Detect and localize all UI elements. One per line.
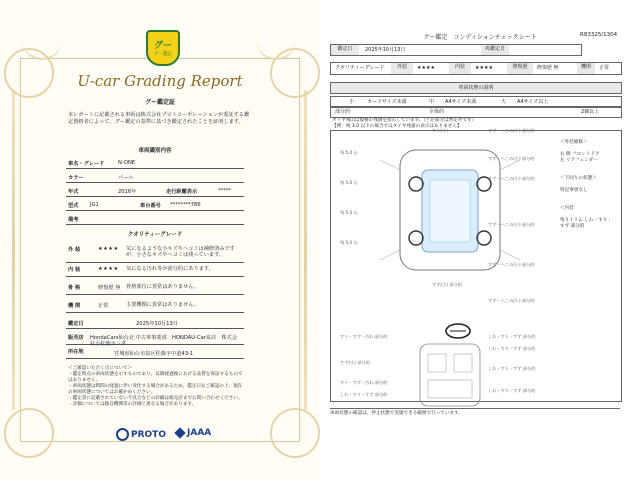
vehicle-section-title: 車両識別内容: [138, 148, 172, 154]
tire-tag-rear-left: 残 5.0 山: [340, 210, 358, 215]
right-ornament: [304, 90, 307, 410]
date-row: 鑑定日 2025年10月13日 再鑑定日: [330, 44, 582, 56]
dealer-row: 販売店 HondaCars仙台北 中古車事業部 HONDAU-Car泉店 株式会社小松鹿ホンダ: [66, 332, 244, 345]
interior-tag: しわ・すり・すず 部分的: [488, 388, 536, 393]
tire-tag-mid: 残 5.0 山: [340, 180, 358, 185]
damage-tag: すず・へこみ(小) 部分的: [488, 128, 535, 133]
goo-kantei-logo: グー グー鑑定: [146, 30, 180, 66]
address-row: 所在地 宮城県仙台市泉区松森字中道43-1: [66, 346, 244, 359]
grade-row: クオリティーグレード 外装 ★★★★ 内装 ★★★★ 修復歴 修復歴 無 機関 正常: [330, 62, 622, 75]
quality-exterior-row: 外 装 ★★★★ 気になるような小キズやヘコミは補修済みですが、小さなキズやヘコミは残っています。: [66, 244, 244, 263]
damage-tag: すず・へこみ(小) 部分的: [488, 298, 535, 303]
jaaa-logo: JAAA: [176, 428, 211, 438]
certificate-notes: ＜ご確認いただく点について＞ ・鑑定時点の車両状態を示すものであり、以降経過後における品質を保証するものではありません。 ・車両状態は時間の経過に伴い変化する場合があるため、鑑定日をご確認の上、現在の車両状態についてはお確かめください。 ・鑑定書に記載されていない不具合などの詳細は販売店までお問い合わせください。 ・評価については独自機関等の評価と異なる場合があります。: [68, 366, 243, 407]
certificate-subtitle: グー鑑定証: [144, 99, 175, 106]
vehicle-name-row: 車名・グレード N-ONE: [66, 158, 244, 169]
damage-tag: すず・へこみ(小) 部分的: [488, 156, 535, 161]
vehicle-year-row: 年式 2016年 走行距離表示 *****: [66, 186, 244, 197]
tire-tag-front-left: 残 5.0 山: [340, 150, 358, 155]
legend-note: タイヤ残山は規格の残溝を指示しています。（とか部分は判定外です） 【例：残 3.0 以下の場合ではタイヤ残量の表示はありません】: [332, 118, 477, 129]
quality-engine-row: 機 関 正常 主要機関に異常はありません。: [66, 300, 244, 313]
steering-wheel-icon: [444, 322, 472, 340]
sheet-code: R83325/1304: [580, 32, 618, 38]
sheet-footer: 車両状態の確認は、停止状態で実施できる範囲で行っています。: [330, 408, 620, 417]
interior-tag: しわ・すり・すず 部分的: [488, 346, 536, 351]
damage-tag: すず・へこみ(小) 部分的: [488, 262, 535, 267]
tire-tag-extra: 残 5.0 山: [340, 240, 358, 245]
damage-tag: すず・へこみ(小) 部分的: [488, 176, 535, 181]
quality-section-title: クオリティーグレード: [127, 232, 183, 238]
interior-tag: しわ・すり・すず 部分的: [488, 366, 536, 371]
interior-tag: しわ・すり・すず 部分的: [488, 334, 536, 339]
vehicle-model-row: 型式 JG1 車台番号 ********786: [66, 200, 244, 211]
interior-tag: すり・すず・汚れ 部分的: [340, 334, 388, 339]
damage-tag: すり(小): [432, 128, 448, 133]
interior-tag: すり・すず・汚れ 部分的: [340, 380, 388, 385]
extent-legend-row: 部分的 全体的 2個以上: [330, 106, 622, 118]
vehicle-color-row: カラー パール: [66, 172, 244, 183]
side-notes: ＜外装補修＞ 右 側 フロントドア 左 リアフェンダー ＜下回りの状態＞ 特記事項なし ＜内装 残りトリム しわ・すり・すず 部分的: [560, 140, 612, 229]
interior-diagram: [390, 342, 510, 412]
damage-tag: すず(小) 部分的: [432, 282, 462, 287]
corner-ornament: [4, 408, 54, 458]
quality-interior-row: 内 装 ★★★★ 気になる汚れ等が部分的にあります。: [66, 264, 244, 277]
left-ornament: [12, 90, 15, 410]
interior-tag: しわ・すり・すず 部分的: [340, 392, 388, 397]
condition-check-sheet: [320, 0, 640, 480]
vehicle-note-row: 備考: [66, 214, 244, 225]
size-legend-row: 小 カードサイズ未満 中 A4サイズ未満 大 A4サイズ以上: [330, 96, 622, 108]
inspection-date-row: 鑑定日 2025年10月13日: [66, 318, 244, 329]
quality-frame-row: 骨 格 修復歴 無 骨格部位に異常はありません。: [66, 282, 244, 295]
damage-tag: すず・へこみ(小) 部分的: [488, 222, 535, 227]
sheet-title: グー鑑定 コンディションチェックシート: [423, 34, 537, 41]
certificate-intro: 本レポートに記載される車両は株式会社プロトコーポレーションが委託する鑑定資格者によって、グー鑑定の基準に基づき鑑定されたことを証明します。: [68, 112, 250, 125]
corner-ornament: [270, 408, 320, 458]
condition-section-header: 車両状態の説明: [330, 82, 622, 94]
interior-tag: すず(小) 部分的: [340, 360, 370, 365]
certificate-title: U-car Grading Report: [77, 72, 243, 90]
proto-logo: PROTO: [116, 428, 166, 441]
